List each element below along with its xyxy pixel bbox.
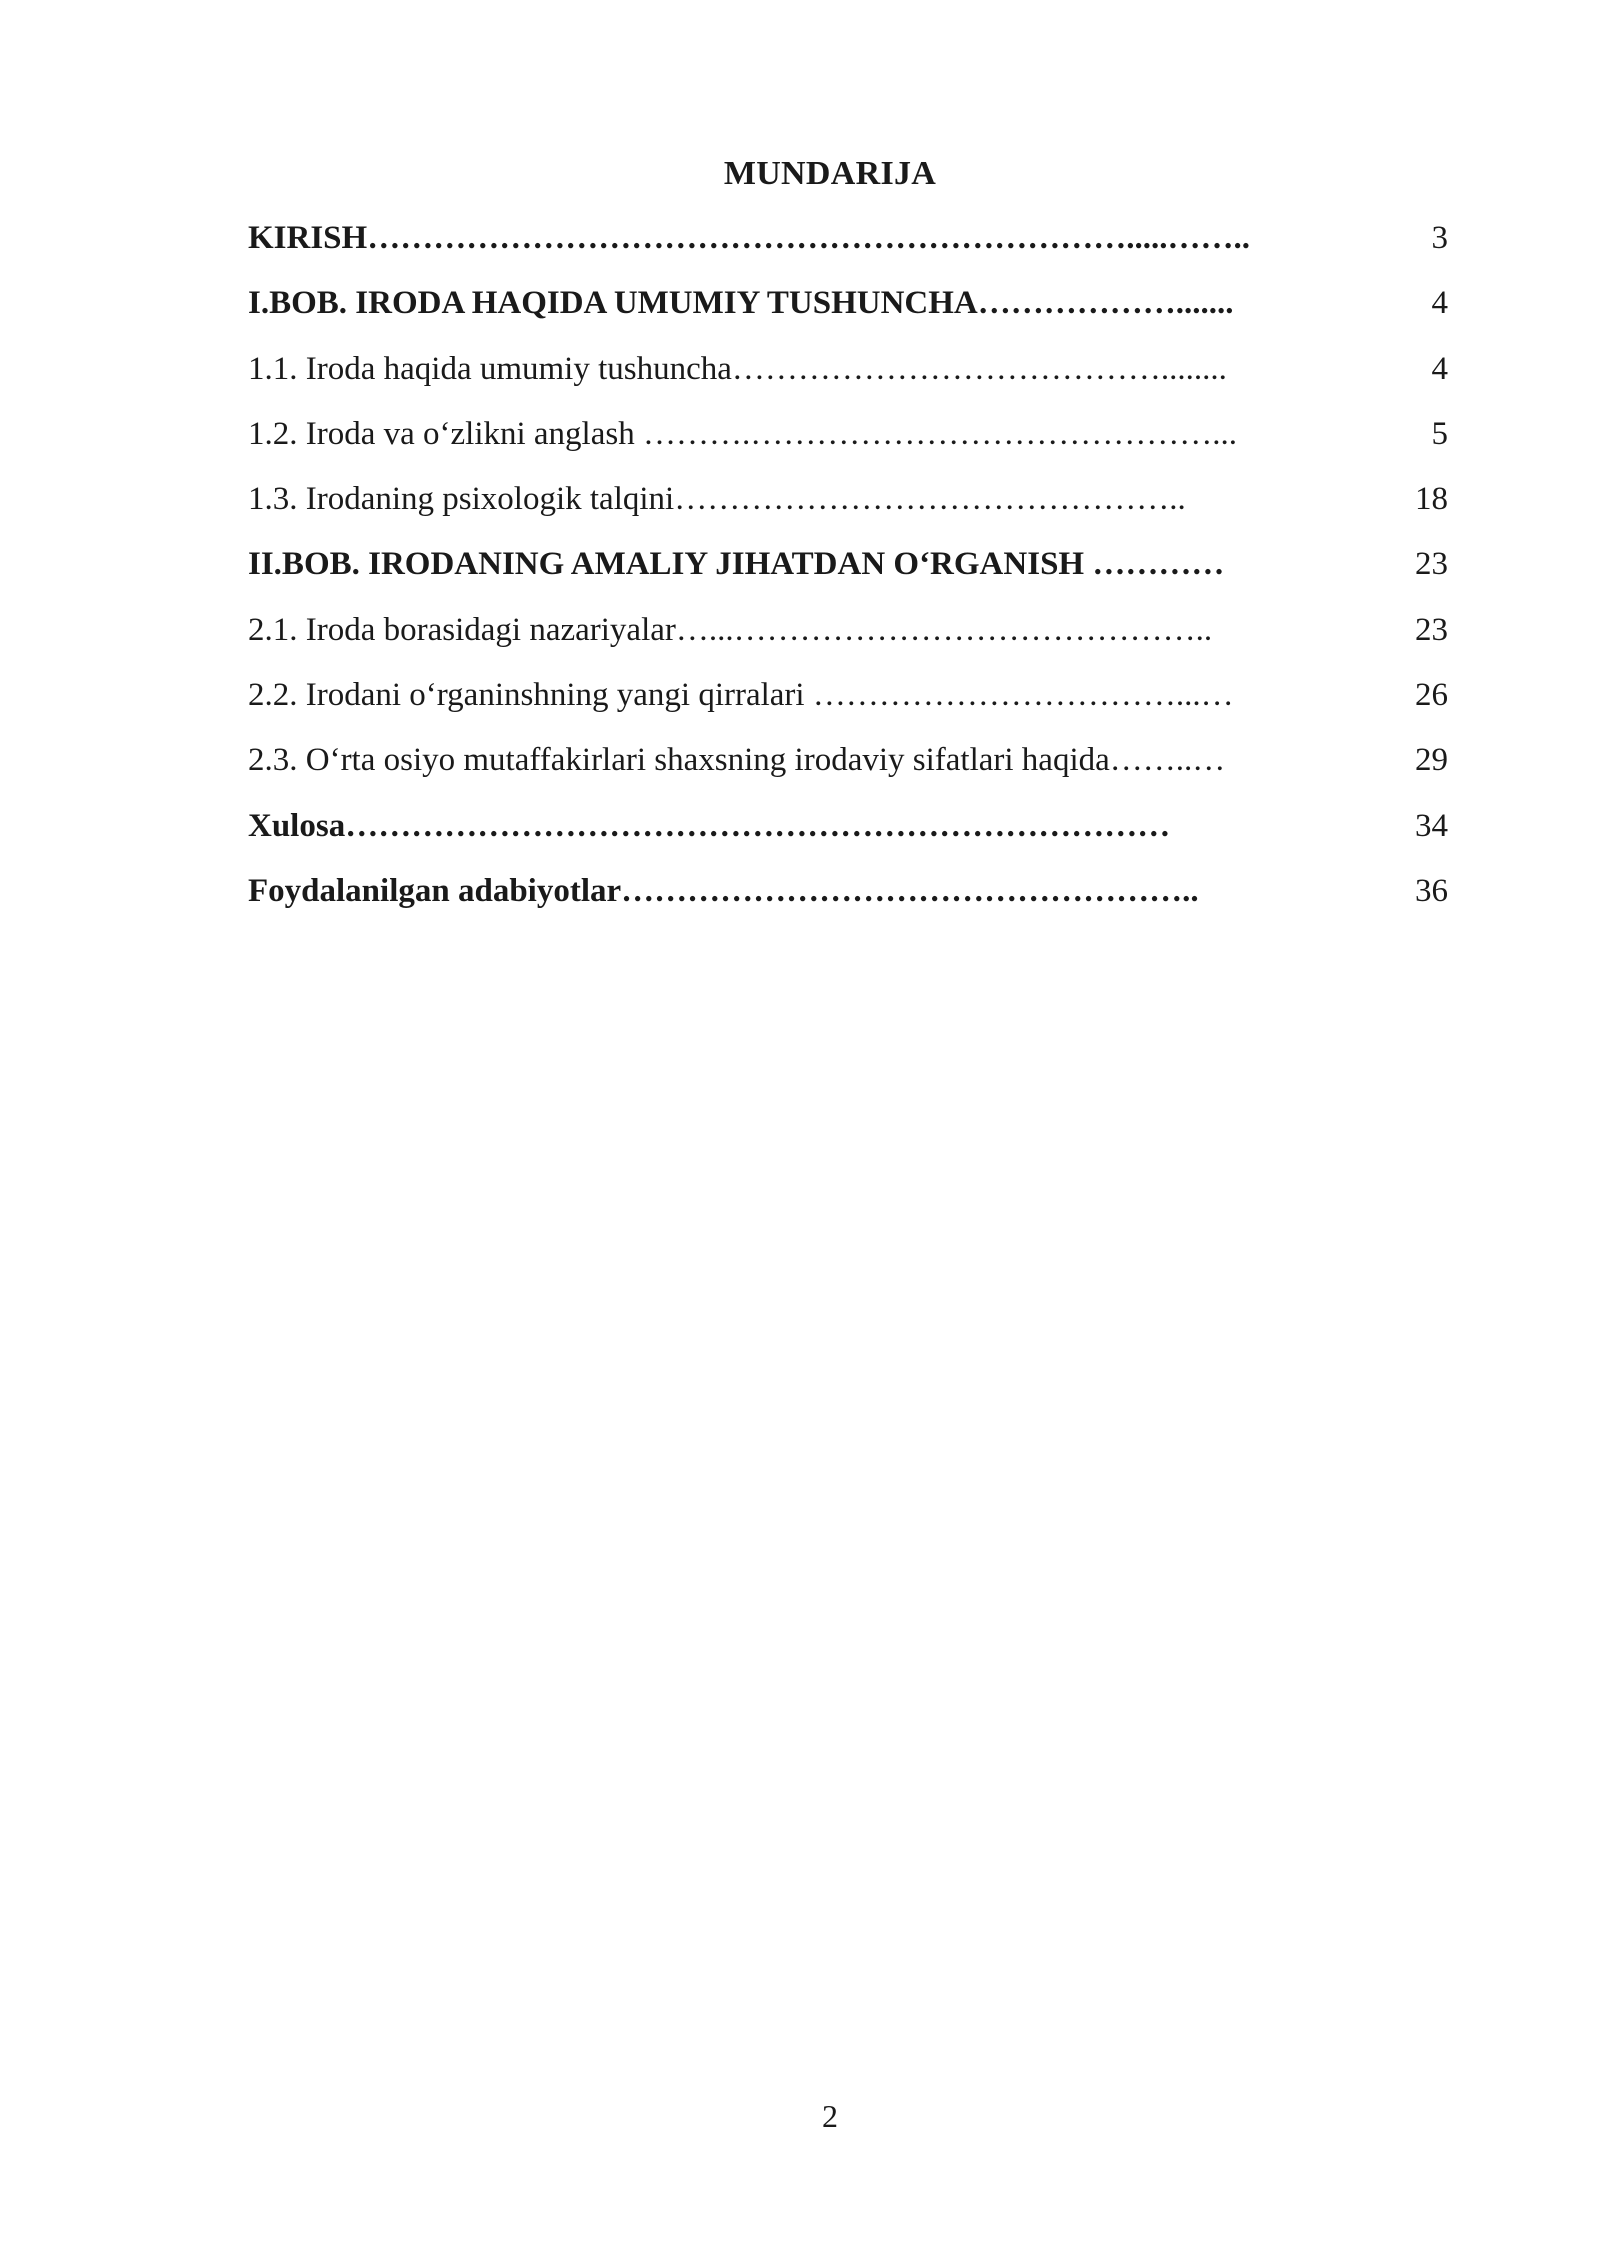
toc-entry-text: 1.1. Iroda haqida umumiy tushuncha…………………………………........	[248, 350, 1227, 387]
table-of-contents	[248, 216, 1456, 934]
toc-entry-section-1-1[interactable]	[248, 347, 1456, 412]
toc-entry-text: I.BOB. IRODA HAQIDA UMUMIY TUSHUNCHA……………….......	[248, 285, 1234, 322]
toc-entry-page: 4	[1431, 350, 1448, 387]
toc-entry-page: 18	[1415, 481, 1448, 518]
toc-entry-references[interactable]	[248, 869, 1456, 934]
toc-entry-text: 2.3. O‘rta osiyo mutaffakirlari shaxsning irodaviy sifatlari haqida……..…	[248, 742, 1226, 779]
toc-entry-page: 29	[1415, 742, 1448, 779]
toc-entry-page: 36	[1415, 872, 1448, 909]
toc-entry-page: 23	[1415, 611, 1448, 648]
toc-entry-kirish[interactable]	[248, 216, 1456, 281]
toc-entry-page: 23	[1415, 546, 1448, 583]
toc-entry-section-2-2[interactable]	[248, 673, 1456, 738]
toc-entry-page: 34	[1415, 807, 1448, 844]
toc-entry-text: 1.2. Iroda va o‘zlikni anglash ……….……………………………………...	[248, 415, 1237, 452]
toc-entry-page: 3	[1431, 220, 1448, 256]
toc-entry-page: 4	[1431, 285, 1448, 322]
toc-entry-text: 1.3. Irodaning psixologik talqini………………………………………..	[248, 481, 1186, 518]
toc-entry-section-1-2[interactable]	[248, 412, 1456, 477]
toc-entry-text: KIRISH…………………………………………………………….....……..	[248, 220, 1250, 256]
toc-entry-chapter-2[interactable]	[248, 542, 1456, 607]
toc-entry-text: 2.1. Iroda borasidagi nazariyalar…...……………………………………..	[248, 611, 1213, 648]
toc-title: MUNDARIJA	[723, 155, 937, 192]
toc-entry-text: 2.2. Irodani o‘rganinshning yangi qirralari ……………………………...…	[248, 677, 1234, 714]
toc-entry-page: 26	[1415, 677, 1448, 714]
page-number: 2	[822, 2098, 838, 2134]
toc-entry-section-2-1[interactable]	[248, 608, 1456, 673]
toc-entry-text: II.BOB. IRODANING AMALIY JIHATDAN O‘RGANISH …………	[248, 546, 1225, 583]
toc-entry-chapter-1[interactable]	[248, 281, 1456, 346]
toc-entry-section-2-3[interactable]	[248, 738, 1456, 803]
toc-entry-section-1-3[interactable]	[248, 477, 1456, 542]
toc-entry-text: Foydalanilgan adabiyotlar……………………………………………..	[248, 872, 1199, 909]
toc-entry-xulosa[interactable]	[248, 804, 1456, 869]
toc-entry-page: 5	[1431, 415, 1448, 452]
toc-entry-text: Xulosa…………………………………………………………………	[248, 807, 1171, 844]
